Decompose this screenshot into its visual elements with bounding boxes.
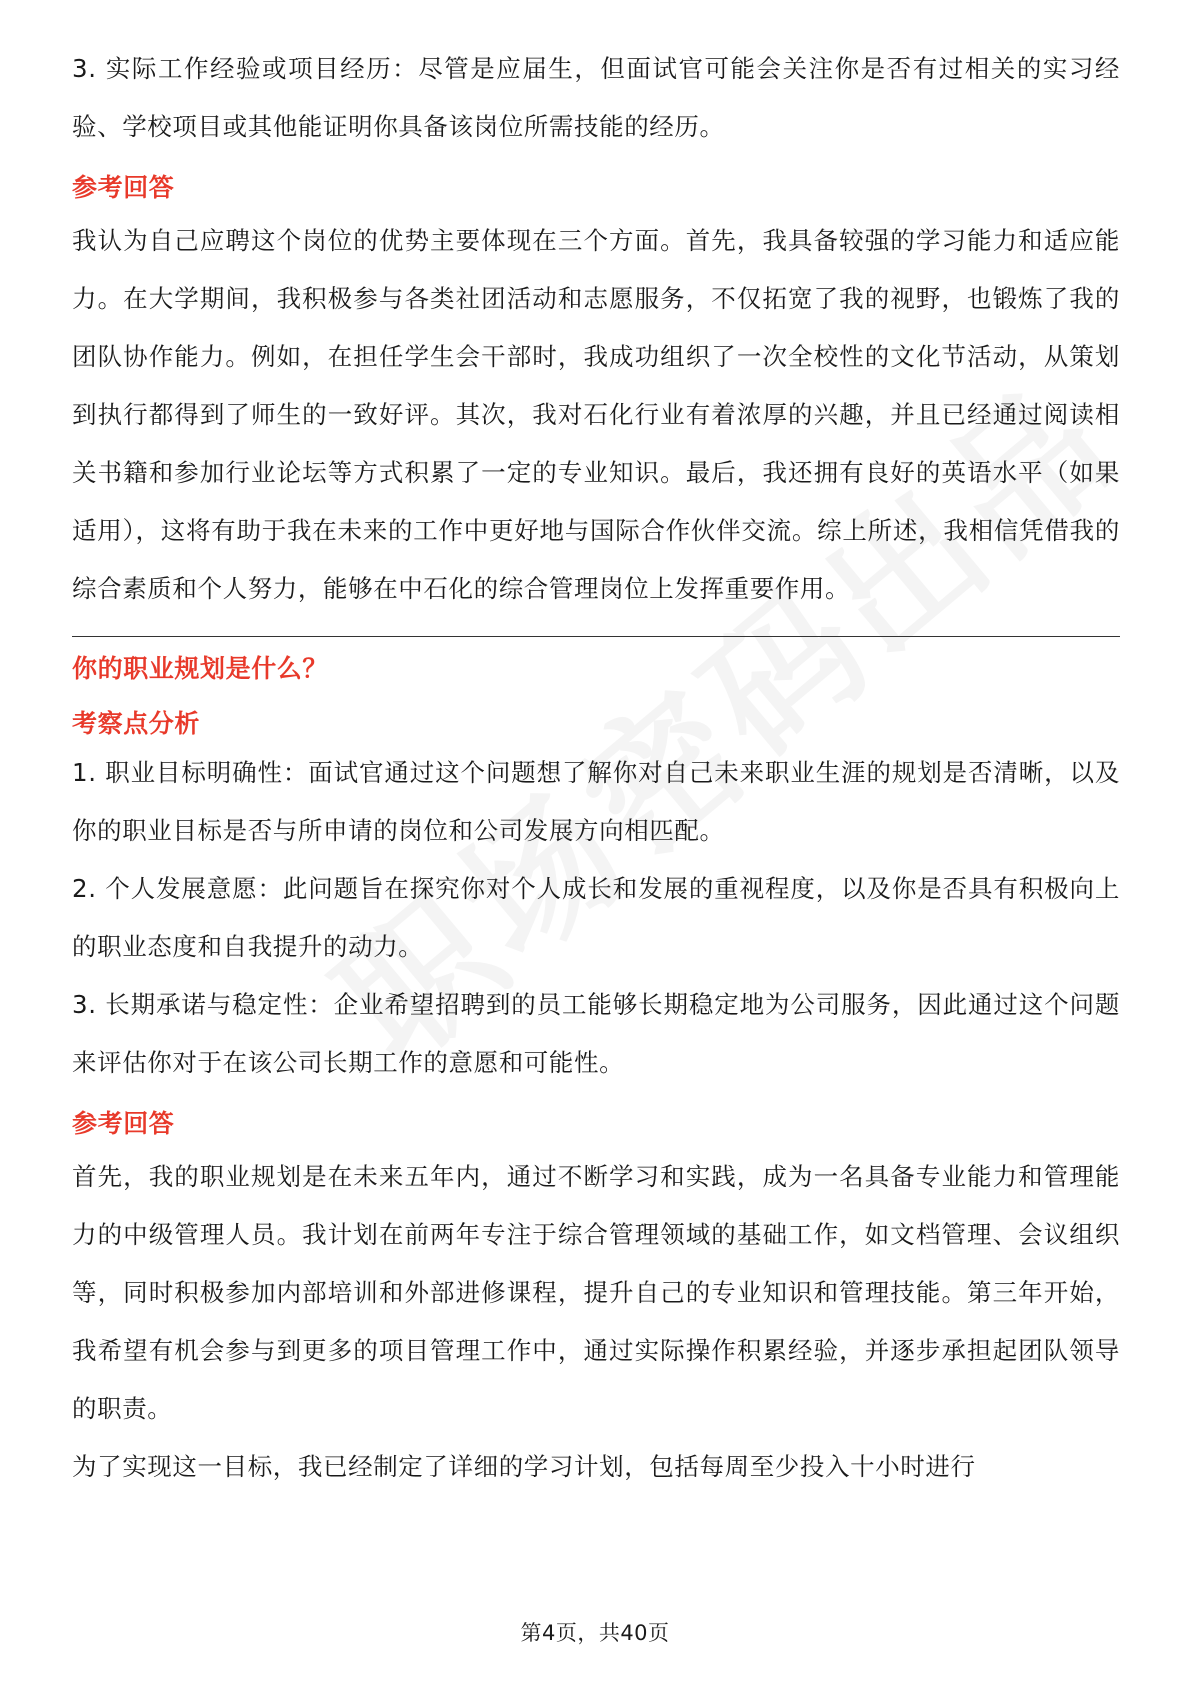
paragraph-career-plan-continued: 为了实现这一目标，我已经制定了详细的学习计划，包括每周至少投入十小时进行 [72,1452,976,1481]
document-page [72,40,1120,1496]
heading-analysis-points: 考察点分析 [72,709,201,738]
question-heading-career-plan: 你的职业规划是什么？ [72,654,329,683]
paragraph-point-goal-clarity: 1. 职业目标明确性：面试官通过这个问题想了解你对自己未来职业生涯的规划是否清晰，以及你的职业目标是否与所申请的岗位和公司发展方向相匹配。 [72,758,1120,845]
paragraph-advantages-answer: 我认为自己应聘这个岗位的优势主要体现在三个方面。首先，我具备较强的学习能力和适应能力。在大学期间，我积极参与各类社团活动和志愿服务，不仅拓宽了我的视野，也锻炼了我的团队协作能力。例如，在担任学生会干部时，我成功组织了一次全校性的文化节活动，从策划到执行都得到了师生的一致好评。其次，我对石化行业有着浓厚的兴趣，并且已经通过阅读相关书籍和参加行业论坛等方式积累了一定的专业知识。最后，我还拥有良好的英语水平（如果适用），这将有助于我在未来的工作中更好地与国际合作伙伴交流。综上所述，我相信凭借我的综合素质和个人努力，能够在中石化的综合管理岗位上发挥重要作用。 [72,226,1120,603]
heading-reference-answer-1: 参考回答 [72,173,175,202]
paragraph-career-plan-answer: 首先，我的职业规划是在未来五年内，通过不断学习和实践，成为一名具备专业能力和管理能力的中级管理人员。我计划在前两年专注于综合管理领域的基础工作，如文档管理、会议组织等，同时积极参加内部培训和外部进修课程，提升自己的专业知识和管理技能。第三年开始，我希望有机会参与到更多的项目管理工作中，通过实际操作积累经验，并逐步承担起团队领导的职责。 [72,1162,1120,1423]
paragraph-work-experience: 3. 实际工作经验或项目经历：尽管是应届生，但面试官可能会关注你是否有过相关的实习经验、学校项目或其他能证明你具备该岗位所需技能的经历。 [72,54,1120,141]
page-number-footer: 第4页，共40页 [520,1621,670,1645]
heading-reference-answer-2: 参考回答 [72,1109,175,1138]
paragraph-point-commitment: 3. 长期承诺与稳定性：企业希望招聘到的员工能够长期稳定地为公司服务，因此通过这个问题来评估你对于在该公司长期工作的意愿和可能性。 [72,990,1120,1077]
paragraph-point-development: 2. 个人发展意愿：此问题旨在探究你对个人成长和发展的重视程度，以及你是否具有积极向上的职业态度和自我提升的动力。 [72,874,1120,961]
